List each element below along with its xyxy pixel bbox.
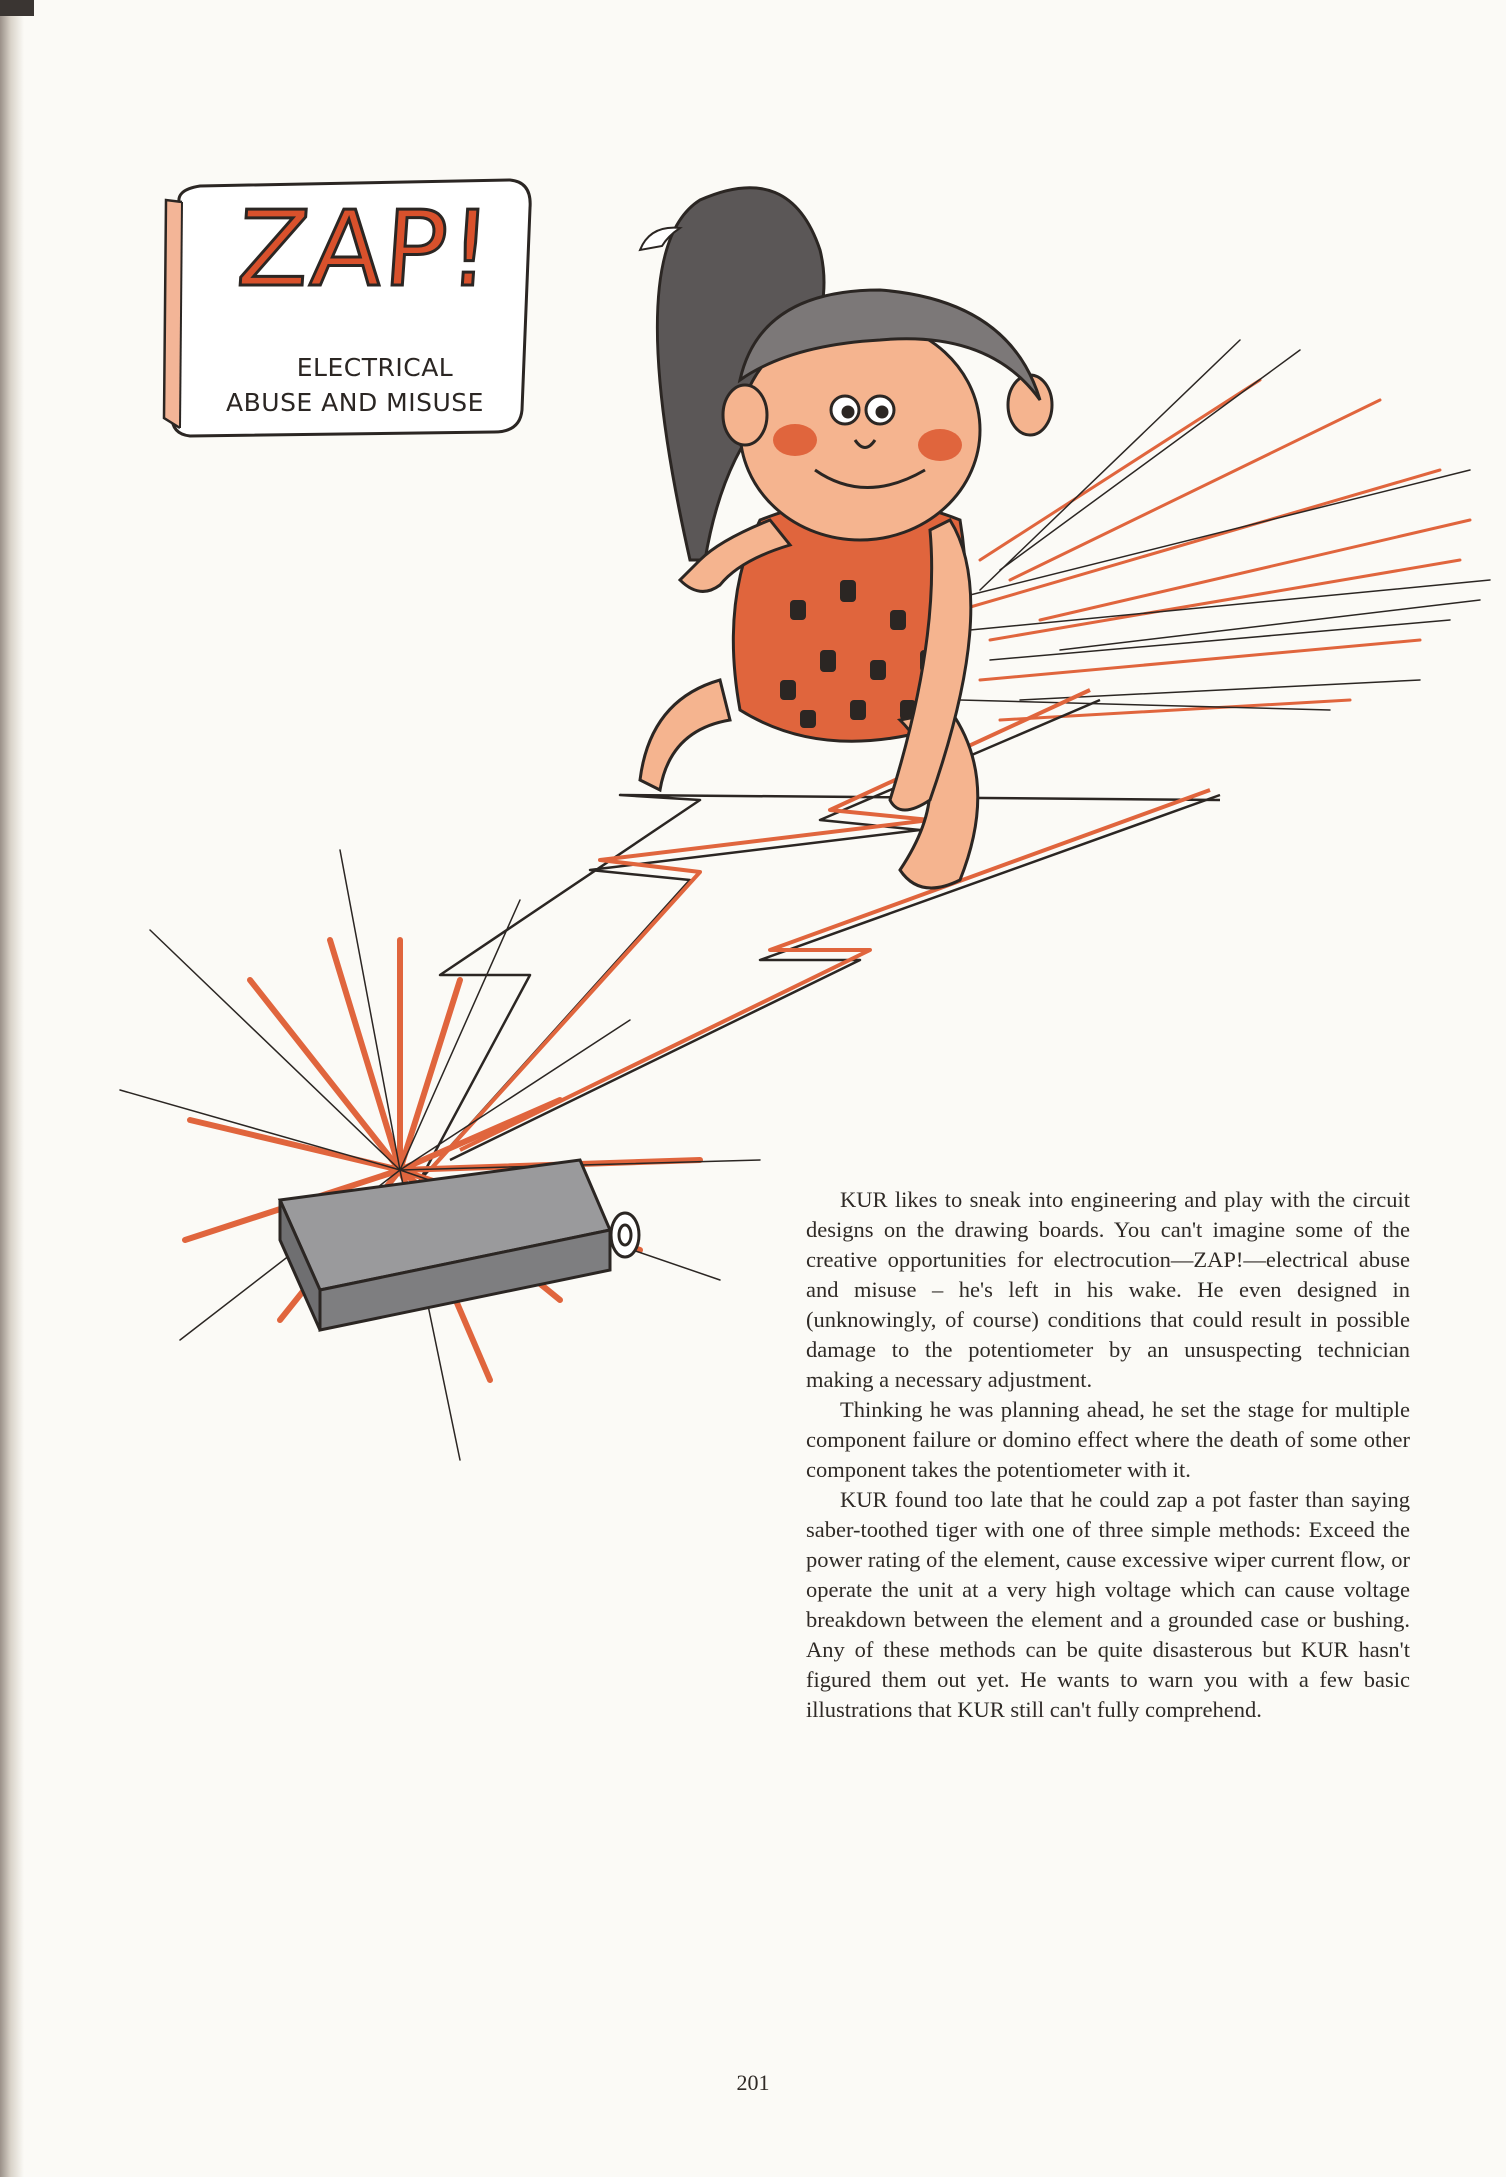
paragraph-3: KUR found too late that he could zap a pot faster than saying saber-toothed tiger with one of three simple methods: Exceed the power rating of the element, cause excessive wiper current flow, or operate the unit at a very high voltage which can cause voltage breakdown between the element and a grounded case or bushing. Any of these methods can be quite disasterous but KUR hasn't figured them out yet. He wants to warn you with a few basic illustrations that KUR still can't fully comprehend. (806, 1487, 1410, 1722)
subtitle-line-1: ELECTRICAL (296, 353, 454, 382)
subtitle-line-2: ABUSE AND MISUSE (226, 388, 484, 417)
page-number: 201 (736, 2070, 770, 2095)
paragraph-1: KUR likes to sneak into engineering and play with the circuit designs on the drawing boards. You can't imagine some of the creative opportunities for electrocution—ZAP!—electrical abuse and misuse – he's left in his wake. He even designed in (unknowingly, of course) conditions that could result in possible damage to the potentiometer by an unsuspecting technician making a necessary adjustment. (806, 1187, 1410, 1392)
body-text (806, 1185, 1410, 1725)
zap-title: ZAP! (233, 188, 498, 310)
explosion-rays (120, 850, 760, 1460)
paragraph-2: Thinking he was planning ahead, he set the stage for multiple component failure or domino effect where the death of some other component takes the potentiometer with it. (806, 1397, 1410, 1482)
